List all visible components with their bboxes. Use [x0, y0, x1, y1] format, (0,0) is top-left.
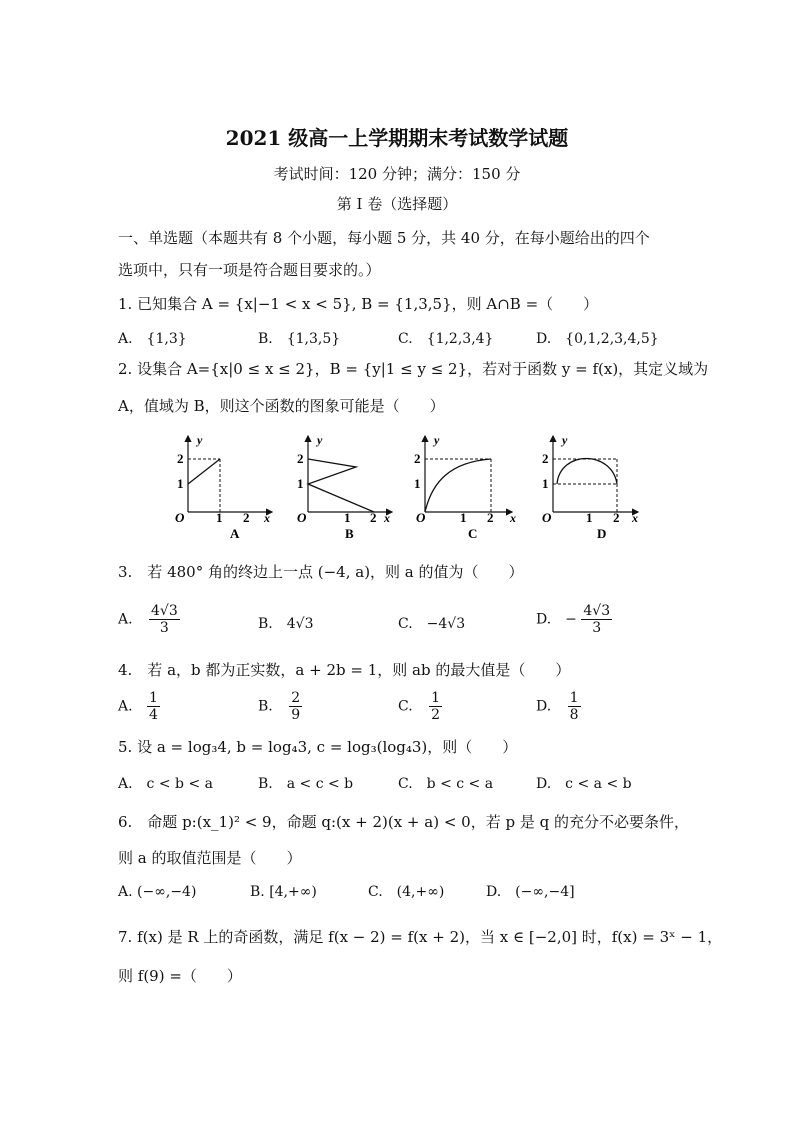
graph-b: [297, 433, 392, 541]
q1-option-d: D. {0,1,2,3,4,5}: [536, 331, 659, 347]
graph-a-ytick-1: 1: [177, 476, 184, 491]
q3-option-d-fraction: [581, 603, 612, 636]
graph-b-x-label: x: [384, 511, 390, 525]
q1-option-b: B. {1,3,5}: [258, 331, 341, 347]
graph-b-label: B: [345, 526, 354, 541]
q4-option-a-den: 4: [149, 707, 158, 723]
graph-a-xtick-1: 1: [216, 510, 223, 525]
graph-c-x-label: x: [510, 511, 516, 525]
graph-a: [175, 433, 272, 541]
q2-stem-line1: 2. 设集合 A={x|0 ≤ x ≤ 2}，B = {y|1 ≤ y ≤ 2}，若对于函数 y = f(x)，其定义域为: [118, 360, 709, 378]
q3-option-c: C. −4√3: [398, 616, 466, 632]
q4-option-c-label: C.: [398, 698, 413, 715]
graph-d-xtick-1: 1: [586, 510, 593, 525]
q4-option-d: [536, 690, 581, 723]
q7-stem-line2: 则 f(9) =（ ）: [118, 967, 242, 985]
graph-c-origin: O: [416, 510, 426, 525]
q4-option-d-label: D.: [536, 698, 552, 715]
graph-a-xtick-2: 2: [243, 510, 250, 525]
q5-stem: 5. 设 a = log₃4, b = log₄3, c = log₃(log₄3)，则（ ）: [118, 738, 518, 756]
q4-option-d-den: 8: [569, 707, 579, 723]
graph-c-label: C: [468, 526, 478, 541]
graph-a-y-label: y: [197, 433, 203, 447]
q3-stem: 3. 若 480° 角的终边上一点 (−4, a)，则 a 的值为（ ）: [118, 563, 524, 581]
graph-b-origin: O: [297, 510, 307, 525]
q4-stem: 4. 若 a，b 都为正实数，a + 2b = 1，则 ab 的最大值是（ ）: [118, 661, 571, 679]
graph-a-x-label: x: [264, 511, 270, 525]
exam-title: 2021 级高一上学期期末考试数学试题: [225, 126, 569, 150]
q6-stem-line1: 6. 命题 p:(x_1)² < 9，命题 q:(x + 2)(x + a) < 0，若 p 是 q 的充分不必要条件，: [118, 813, 689, 831]
q6-option-d: D. (−∞,−4]: [486, 884, 575, 900]
graph-b-xtick-2: 2: [370, 510, 377, 525]
q3-option-a: [118, 603, 180, 636]
q3-option-d-label: D. −: [536, 611, 577, 628]
q4-option-a-label: A.: [118, 698, 133, 715]
graph-c-ytick-2: 2: [414, 451, 421, 466]
q4-option-c: [398, 690, 442, 723]
graph-a-ytick-2: 2: [177, 451, 184, 466]
graph-d-y-label: y: [562, 433, 568, 447]
q1-option-a: A. {1,3}: [118, 331, 187, 347]
q3-option-a-num: 4√3: [151, 603, 178, 619]
graph-a-label: A: [230, 526, 240, 541]
q5-option-a: A. c < b < a: [118, 776, 213, 792]
q3-option-a-label: A.: [118, 611, 133, 628]
exam-info: 考试时间：120 分钟；满分：150 分: [273, 165, 521, 183]
graph-c-ytick-1: 1: [414, 476, 421, 491]
q3-option-b: B. 4√3: [258, 616, 314, 632]
q4-option-b-num: 2: [291, 690, 301, 706]
q2-stem-line2: A，值域为 B，则这个函数的图象可能是（ ）: [118, 397, 445, 415]
graph-d-ytick-1: 1: [542, 476, 549, 491]
graph-c-xtick-2: 2: [487, 510, 494, 525]
q5-option-d: D. c < a < b: [536, 776, 632, 792]
q4-option-c-den: 2: [431, 707, 441, 723]
q4-option-b-label: B.: [258, 698, 273, 715]
q1-option-c: C. {1,2,3,4}: [398, 331, 494, 347]
q2-graphs: [160, 430, 650, 545]
graph-b-ytick-1: 1: [297, 476, 304, 491]
q5-option-c: C. b < c < a: [398, 776, 494, 792]
q4-option-a-fraction: [147, 690, 160, 723]
q4-option-a: [118, 690, 160, 723]
q4-option-b: [258, 690, 302, 723]
graph-d-xtick-2: 2: [613, 510, 620, 525]
q3-option-d: [536, 603, 612, 636]
graph-a-origin: O: [175, 510, 185, 525]
q4-option-d-fraction: [568, 690, 581, 723]
graph-d-x-label: x: [632, 511, 638, 525]
graph-d-origin: O: [542, 510, 552, 525]
q4-option-c-fraction: [429, 690, 442, 723]
q4-option-c-num: 1: [431, 690, 441, 706]
q7-stem-line1: 7. f(x) 是 R 上的奇函数，满足 f(x − 2) = f(x + 2)，当 x ∈ [−2,0] 时，f(x) = 3ˣ − 1，: [118, 928, 723, 946]
q6-option-b: B. [4,+∞): [250, 884, 317, 900]
graph-b-ytick-2: 2: [297, 451, 304, 466]
q5-option-b: B. a < c < b: [258, 776, 354, 792]
graph-d-ytick-2: 2: [542, 451, 549, 466]
q4-option-b-den: 9: [291, 707, 301, 723]
q3-option-a-den: 3: [159, 620, 169, 636]
q4-option-a-num: 1: [149, 690, 158, 706]
q3-option-d-den: 3: [592, 620, 602, 636]
q6-option-c: C. (4,+∞): [368, 884, 445, 900]
graph-d: [542, 433, 638, 541]
graph-c-y-label: y: [434, 433, 440, 447]
volume-title: 第 I 卷（选择题）: [336, 195, 458, 213]
q3-option-a-fraction: [149, 603, 180, 636]
q6-stem-line2: 则 a 的取值范围是（ ）: [118, 849, 302, 867]
q4-option-d-num: 1: [569, 690, 579, 706]
q3-option-d-num: 4√3: [583, 603, 611, 619]
graph-c: [414, 433, 516, 541]
graph-c-xtick-1: 1: [460, 510, 467, 525]
q6-option-a: A. (−∞,−4): [118, 884, 197, 900]
graph-b-xtick-1: 1: [344, 510, 351, 525]
q1-stem: 1. 已知集合 A = {x|−1 < x < 5}, B = {1,3,5}，则 A∩B =（ ）: [118, 295, 599, 313]
section-heading-line2: 选项中，只有一项是符合题目要求的。）: [118, 261, 381, 279]
section-heading-line1: 一、单选题（本题共有 8 个小题，每小题 5 分，共 40 分，在每小题给出的四个: [118, 229, 650, 247]
q4-option-b-fraction: [289, 690, 302, 723]
graph-d-label: D: [597, 526, 607, 541]
graph-b-y-label: y: [317, 433, 323, 447]
